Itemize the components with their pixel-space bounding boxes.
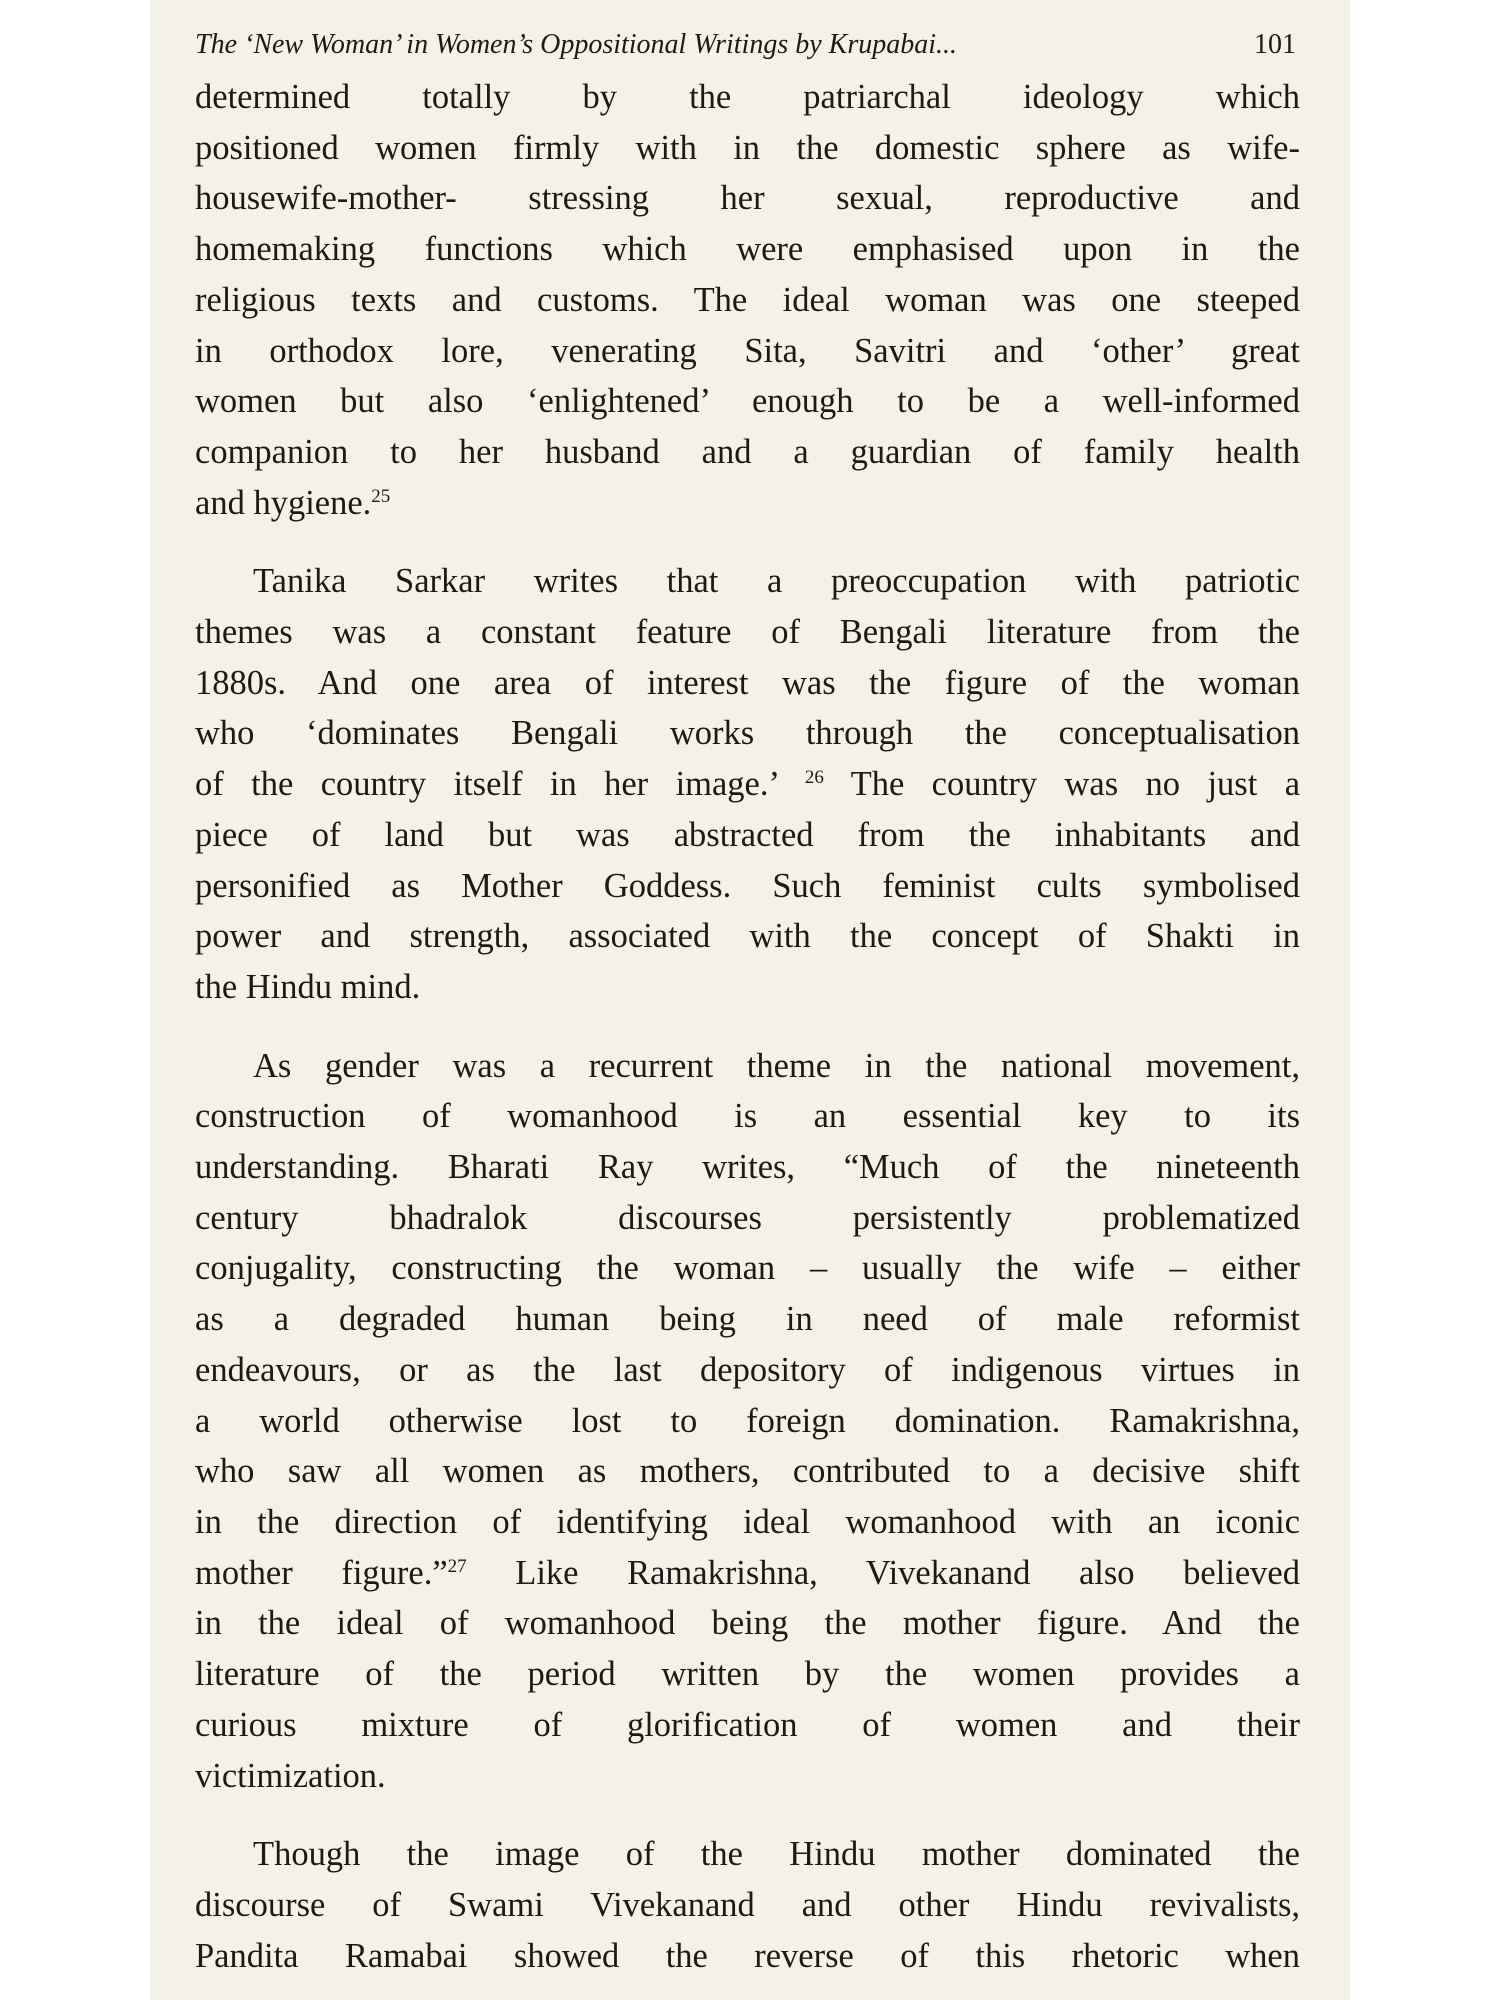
text-line: power and strength, associated with the concept of Shakti in <box>195 917 1300 956</box>
running-title: The ‘New Woman’ in Women’s Oppositional Writings by Krupabai... <box>195 29 958 60</box>
text-line <box>195 1548 1300 1599</box>
paragraph-4 <box>195 1829 1320 1981</box>
text-line: women but also ‘enlightened’ enough to be a well-informed <box>195 382 1300 421</box>
paragraph-3 <box>195 1041 1320 1802</box>
text-line: conjugality, constructing the woman – usually the wife – either <box>195 1249 1300 1288</box>
text-line: Though the image of the Hindu mother dominated the <box>253 1835 1300 1874</box>
text-line <box>195 478 1300 529</box>
text-fragment: mother figure.” <box>195 1553 448 1592</box>
text-line: personified as Mother Goddess. Such feminist cults symbolised <box>195 866 1300 905</box>
paragraph-2 <box>195 556 1320 1012</box>
text-line <box>195 759 1300 810</box>
text-line: curious mixture of glorification of women and their <box>195 1705 1300 1744</box>
page-text <box>195 22 1320 1981</box>
footnote-marker: 27 <box>447 1555 467 1577</box>
text-fragment: The country was no just a <box>850 765 1301 804</box>
text-line: in the ideal of womanhood being the mother figure. And the <box>195 1604 1300 1643</box>
text-line: themes was a constant feature of Bengali literature from the <box>195 613 1300 652</box>
text-line: endeavours, or as the last depository of indigenous virtues in <box>195 1350 1300 1389</box>
running-header <box>195 22 1320 68</box>
text-line: as a degraded human being in need of male reformist <box>195 1300 1300 1339</box>
text-fragment: of the country itself in her image.’ <box>195 765 778 804</box>
text-line: century bhadralok discourses persistently problematized <box>195 1198 1300 1237</box>
text-line: a world otherwise lost to foreign domination. Ramakrishna, <box>195 1401 1300 1440</box>
text-line: housewife-mother- stressing her sexual, reproductive and <box>195 179 1300 218</box>
book-page <box>150 0 1350 2000</box>
text-line: Pandita Ramabai showed the reverse of this rhetoric when <box>195 1936 1300 1975</box>
text-line: the Hindu mind. <box>195 967 421 1006</box>
text-line: 1880s. And one area of interest was the figure of the woman <box>195 663 1300 702</box>
text-line: understanding. Bharati Ray writes, “Much of the nineteenth <box>195 1148 1300 1187</box>
text-line: who saw all women as mothers, contributed to a decisive shift <box>195 1452 1300 1491</box>
text-fragment: and hygiene. <box>195 483 372 522</box>
text-line: victimization. <box>195 1756 386 1795</box>
text-line: religious texts and customs. The ideal woman was one steeped <box>195 280 1300 319</box>
text-line: discourse of Swami Vivekanand and other Hindu revivalists, <box>195 1885 1300 1924</box>
text-line: companion to her husband and a guardian of family health <box>195 432 1300 471</box>
text-line: construction of womanhood is an essential key to its <box>195 1097 1300 1136</box>
page-number: 101 <box>1254 29 1296 60</box>
text-line: determined totally by the patriarchal ideology which <box>195 78 1300 116</box>
text-line: piece of land but was abstracted from the inhabitants and <box>195 815 1300 854</box>
text-line: positioned women firmly with in the domestic sphere as wife- <box>195 128 1300 167</box>
text-line: who ‘dominates Bengali works through the conceptualisation <box>195 714 1300 753</box>
footnote-marker: 26 <box>804 767 824 789</box>
text-line: in the direction of identifying ideal womanhood with an iconic <box>195 1502 1300 1541</box>
paragraph-1 <box>195 72 1320 528</box>
text-line: As gender was a recurrent theme in the national movement, <box>253 1046 1300 1085</box>
text-line: homemaking functions which were emphasised upon in the <box>195 230 1300 269</box>
footnote-marker: 25 <box>371 485 391 507</box>
text-line: literature of the period written by the women provides a <box>195 1655 1300 1694</box>
text-fragment: Like Ramakrishna, Vivekanand also believed <box>515 1553 1300 1592</box>
text-line: in orthodox lore, venerating Sita, Savitri and ‘other’ great <box>195 331 1300 370</box>
text-line: Tanika Sarkar writes that a preoccupation with patriotic <box>253 562 1300 601</box>
